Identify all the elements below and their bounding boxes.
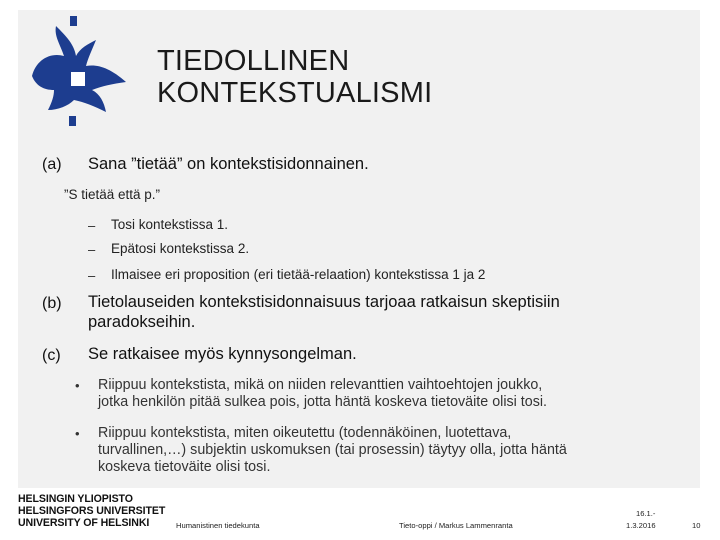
bullet-icon: • <box>75 426 80 441</box>
university-name-fi: HELSINGIN YLIOPISTO <box>18 493 133 505</box>
footer-date-line-2: 1.3.2016 <box>626 521 656 530</box>
dash-icon: – <box>88 242 96 257</box>
section-b-marker: (b) <box>42 295 62 312</box>
section-a-text: Sana ”tietää” on kontekstisidonnainen. <box>88 155 369 173</box>
page-number: 10 <box>692 521 701 530</box>
slide-title <box>157 45 432 109</box>
bullet-1-line-2: jotka henkilön pitää sulkea pois, jotta häntä koskeva tietoväite olisi tosi. <box>98 394 548 410</box>
bullet-icon: • <box>75 378 80 393</box>
title-line-1: TIEDOLLINEN <box>157 45 350 77</box>
university-name-en: UNIVERSITY OF HELSINKI <box>18 517 150 529</box>
university-name-sv: HELSINGFORS UNIVERSITET <box>18 505 166 517</box>
footer-faculty: Humanistinen tiedekunta <box>176 521 260 530</box>
title-line-2: KONTEKSTUALISMI <box>157 77 433 109</box>
section-a-item-3: Ilmaisee eri proposition (eri tietää-relaation) kontekstissa 1 ja 2 <box>111 267 486 282</box>
footer-course: Tieto-oppi / Markus Lammenranta <box>399 521 513 530</box>
university-name <box>18 493 165 529</box>
section-a-marker: (a) <box>42 156 62 173</box>
footer-date-line-1: 16.1.- <box>636 509 656 518</box>
section-a-item-2: Epätosi kontekstissa 2. <box>111 241 250 256</box>
dash-icon: – <box>88 268 96 283</box>
section-c-bullet-1 <box>98 377 688 411</box>
section-b-line-2: paradokseihin. <box>88 313 196 331</box>
section-c-text: Se ratkaisee myös kynnysongelman. <box>88 345 357 363</box>
bullet-1-line-1: Riippuu kontekstista, mikä on niiden relevanttien vaihtoehtojen joukko, <box>98 377 543 393</box>
bullet-2-line-1: Riippuu kontekstista, miten oikeutettu (todennäköinen, luotettava, <box>98 425 512 441</box>
section-a-item-1: Tosi kontekstissa 1. <box>111 217 229 232</box>
section-a-quote: ”S tietää että p.” <box>64 187 161 202</box>
section-c-marker: (c) <box>42 347 61 364</box>
section-c-bullet-2 <box>98 425 688 476</box>
bullet-2-line-2: turvallinen,…) subjektin uskomuksen (tai prosessin) täytyy olla, jotta häntä <box>98 442 567 458</box>
university-flame-logo-icon <box>14 14 144 126</box>
dash-icon: – <box>88 218 96 233</box>
section-b-line-1: Tietolauseiden kontekstisidonnaisuus tarjoaa ratkaisun skeptisiin <box>88 293 560 311</box>
bullet-2-line-3: koskeva tietoväite olisi tosi. <box>98 459 271 475</box>
